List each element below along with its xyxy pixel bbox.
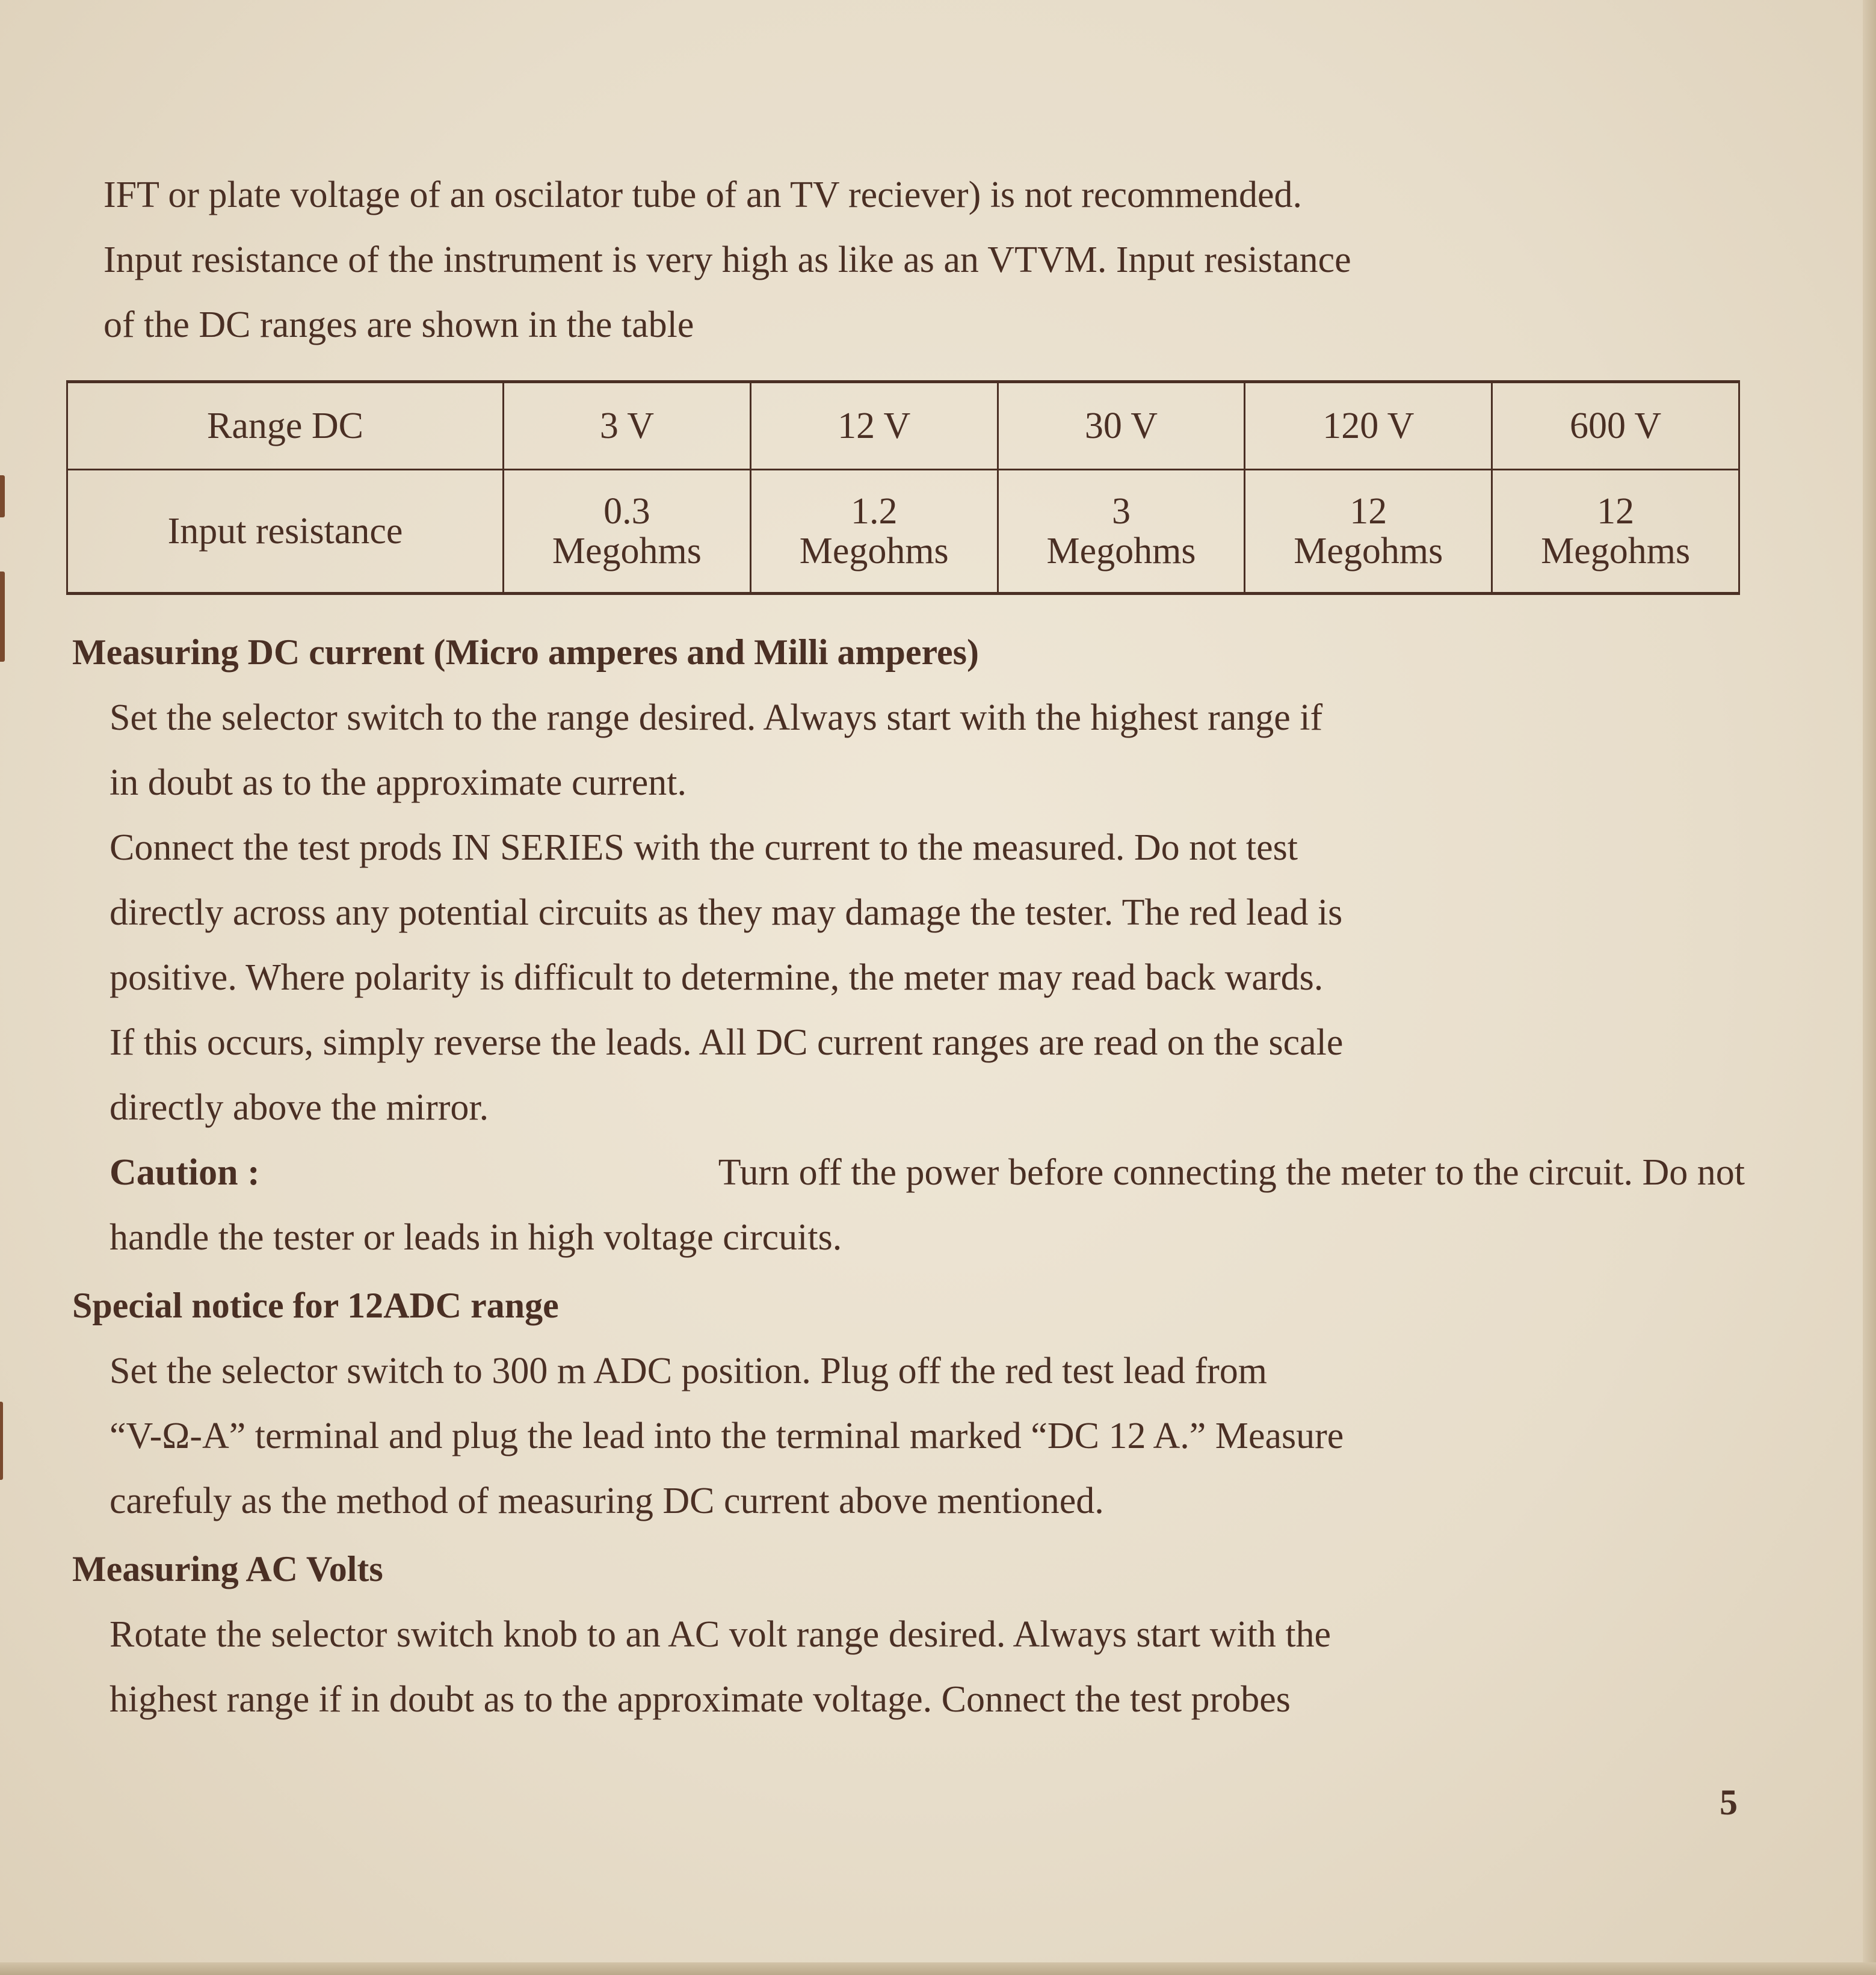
page-edge bbox=[1863, 0, 1876, 1975]
caution-line bbox=[110, 1140, 1745, 1205]
body-line: in doubt as to the approximate current. bbox=[110, 762, 687, 803]
intro-line: Input resistance of the instrument is very high as like as an VTVM. Input resistance bbox=[103, 239, 1351, 280]
body-line: directly above the mirror. bbox=[110, 1087, 489, 1128]
resistance-cell bbox=[1492, 470, 1739, 594]
caution-label: Caution : bbox=[110, 1152, 260, 1193]
range-cell: 12 V bbox=[750, 382, 998, 470]
resistance-value: 12 bbox=[1350, 491, 1387, 532]
resistance-value: 1.2 bbox=[850, 491, 898, 532]
body-line: “V-Ω-A” terminal and plug the lead into the terminal marked “DC 12 A.” Measure bbox=[110, 1416, 1344, 1456]
dc-current-body bbox=[66, 685, 1745, 1270]
ac-volts-body bbox=[66, 1602, 1745, 1732]
binding-mark bbox=[0, 572, 5, 662]
resistance-value: 12 bbox=[1597, 491, 1635, 532]
binding-mark bbox=[0, 475, 5, 517]
special-notice-heading: Special notice for 12ADC range bbox=[72, 1286, 559, 1325]
resistance-cell bbox=[750, 470, 998, 594]
page-number: 5 bbox=[1720, 1782, 1738, 1822]
resistance-unit: Megohms bbox=[1046, 531, 1196, 572]
resistance-unit: Megohms bbox=[799, 531, 949, 572]
resistance-unit: Megohms bbox=[1541, 531, 1691, 572]
resistance-cell bbox=[1245, 470, 1492, 594]
resistance-value: 0.3 bbox=[603, 491, 650, 532]
special-notice-body bbox=[66, 1339, 1745, 1533]
body-line: Rotate the selector switch knob to an AC volt range desired. Always start with the bbox=[110, 1614, 1331, 1655]
input-resistance-header: Input resistance bbox=[67, 470, 504, 594]
range-cell: 3 V bbox=[504, 382, 751, 470]
body-line: highest range if in doubt as to the approximate voltage. Connect the test probes bbox=[110, 1679, 1291, 1720]
table-row-range bbox=[67, 382, 1739, 470]
body-line: directly across any potential circuits as they may damage the tester. The red lead is bbox=[110, 892, 1343, 933]
range-cell: 30 V bbox=[998, 382, 1245, 470]
dc-current-heading: Measuring DC current (Micro amperes and Milli amperes) bbox=[72, 632, 979, 672]
table-row-resistance bbox=[67, 470, 1739, 594]
resistance-unit: Megohms bbox=[552, 531, 702, 572]
page-content bbox=[66, 162, 1745, 1732]
body-line: Set the selector switch to 300 m ADC position. Plug off the red test lead from bbox=[110, 1351, 1268, 1391]
body-line: carefuly as the method of measuring DC current above mentioned. bbox=[110, 1480, 1104, 1521]
resistance-value: 3 bbox=[1111, 491, 1131, 532]
body-line: Connect the test prods IN SERIES with the current to the measured. Do not test bbox=[110, 827, 1298, 868]
ac-volts-heading: Measuring AC Volts bbox=[72, 1549, 383, 1589]
range-dc-header: Range DC bbox=[67, 382, 504, 470]
body-line: positive. Where polarity is difficult to determine, the meter may read back wards. bbox=[110, 957, 1324, 998]
body-line: Set the selector switch to the range desired. Always start with the highest range if bbox=[110, 697, 1323, 738]
resistance-cell bbox=[504, 470, 751, 594]
body-line: If this occurs, simply reverse the leads. All DC current ranges are read on the scale bbox=[110, 1022, 1344, 1063]
resistance-unit: Megohms bbox=[1294, 531, 1443, 572]
dc-input-resistance-table bbox=[66, 380, 1740, 595]
range-cell: 600 V bbox=[1492, 382, 1739, 470]
range-cell: 120 V bbox=[1245, 382, 1492, 470]
intro-paragraph bbox=[66, 162, 1745, 357]
intro-line: of the DC ranges are shown in the table bbox=[103, 304, 694, 345]
body-line: handle the tester or leads in high voltage circuits. bbox=[110, 1217, 842, 1258]
caution-text: Turn off the power before connecting the meter to the circuit. Do not bbox=[718, 1152, 1745, 1193]
resistance-cell bbox=[998, 470, 1245, 594]
intro-line: IFT or plate voltage of an oscilator tube of an TV reciever) is not recommended. bbox=[103, 174, 1302, 215]
page-edge bbox=[0, 1962, 1876, 1975]
binding-mark bbox=[0, 1402, 3, 1480]
